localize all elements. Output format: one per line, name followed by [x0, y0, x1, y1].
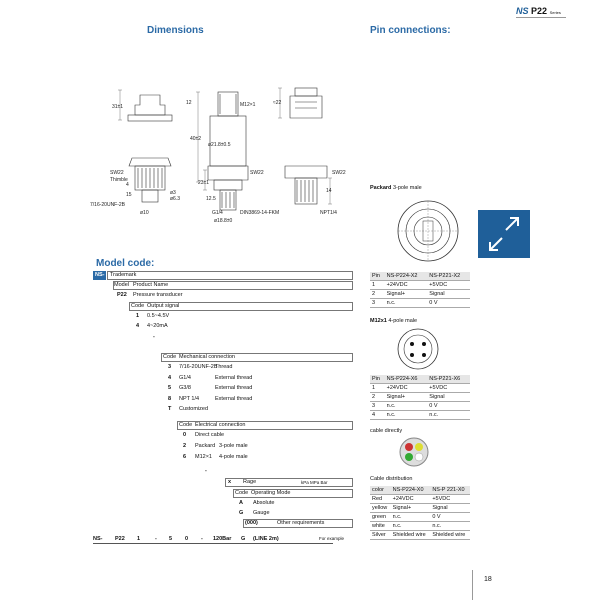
- cable-cross-section-icon: [398, 436, 430, 468]
- m12-cell: 2: [370, 393, 385, 402]
- l31-label: 31±1: [112, 104, 124, 110]
- unf-label: 7/16-20UNF-2B: [90, 202, 126, 208]
- packard-row: [370, 299, 470, 308]
- m12-cell: 4: [370, 411, 385, 420]
- m12-cell: n.c.: [385, 411, 428, 420]
- mc-dash-1: -: [153, 334, 155, 340]
- l12-label: 12: [186, 100, 192, 106]
- example-token: -: [201, 536, 203, 542]
- packard-subtitle: 3-pole male: [392, 185, 422, 191]
- l4-label: 4: [126, 182, 129, 188]
- mc-code-label-3: Code: [179, 422, 193, 428]
- m12-header-cell: NS-P224-X6: [385, 375, 428, 384]
- mc-mech: Mechanical connection: [179, 354, 235, 360]
- dimension-drawing: [90, 80, 380, 240]
- mc-other-code: (000): [245, 520, 258, 526]
- l14-label: 14: [326, 188, 332, 194]
- m12-subtitle: 4-pole male: [388, 318, 418, 324]
- cable-cell: Signal: [430, 504, 470, 513]
- mc-mode-g: Gauge: [253, 510, 270, 516]
- mech-code: T: [168, 406, 172, 412]
- d21-label: ø21.8±0.5: [208, 142, 231, 148]
- cable-cell: Silver: [370, 531, 391, 540]
- mech-desc: External thread: [215, 385, 253, 391]
- elec-name: M12×1: [195, 454, 212, 460]
- mech-code: 8: [168, 395, 172, 402]
- cable-cell: Shielded wire: [430, 531, 470, 540]
- elec-desc: 3-pole male: [219, 443, 248, 449]
- mc-mode-a: Absolute: [253, 500, 275, 506]
- mc-p22: P22: [117, 292, 127, 298]
- mc-out1-code: 1: [136, 313, 140, 319]
- mc-code-label-2: Code: [163, 354, 177, 360]
- packard-header-cell: NS-P221-X2: [427, 272, 470, 281]
- mc-elec: Electrical connection: [195, 422, 246, 428]
- packard-cell: 0 V: [427, 299, 470, 308]
- page-number: 18: [484, 576, 492, 583]
- mc-range: Rage: [243, 479, 257, 485]
- header-rule: [516, 17, 566, 18]
- m12-title: M12x1: [370, 318, 387, 324]
- mc-trademark-box: [107, 271, 353, 280]
- m12-cell: 0 V: [427, 402, 470, 411]
- m12-row: [370, 393, 470, 402]
- m12-heading: [370, 318, 417, 324]
- mech-name: Customized: [179, 406, 209, 412]
- mc-mode: Operating Mode: [251, 490, 291, 496]
- example-token: G: [241, 536, 246, 542]
- cable-cell: yellow: [370, 504, 391, 513]
- cable-cell: white: [370, 522, 391, 531]
- packard-header-cell: NS-P224-X2: [385, 272, 428, 281]
- m12-cell: n.c.: [385, 402, 428, 411]
- mc-mode-g-code: G: [239, 510, 244, 516]
- elec-code: 6: [183, 454, 187, 460]
- m12-cell: +5VDC: [427, 384, 470, 393]
- d18-label: ø18.8±0: [214, 218, 233, 224]
- pin-connections-title: Pin connections:: [370, 25, 451, 36]
- packard-header-row: [370, 272, 470, 281]
- cable-cell: +24VDC: [391, 495, 431, 504]
- cable-header-cell: NS-P 221-X0: [430, 486, 470, 495]
- m12-row: [370, 402, 470, 411]
- npt-label: NPT1/4: [320, 210, 337, 216]
- mc-mode-a-code: A: [239, 500, 243, 506]
- packard-cell: 3: [370, 299, 385, 308]
- mech-desc: External thread: [215, 374, 253, 381]
- mc-out1: 0.5~4.5V: [147, 313, 170, 319]
- elec-code: 2: [183, 443, 187, 449]
- packard-cell: +24VDC: [385, 281, 428, 290]
- example-token: 1: [137, 536, 141, 542]
- l23-label: 23±1: [198, 180, 210, 186]
- m12-cell: Signal+: [385, 393, 428, 402]
- mech-desc: External thread: [215, 395, 253, 402]
- mc-product-name: Product Name: [133, 282, 169, 288]
- expand-arrows-icon: [478, 210, 530, 258]
- example-token: -: [155, 536, 157, 542]
- page-divider: [472, 570, 473, 600]
- brand-text: NS: [516, 6, 529, 16]
- packard-header-cell: Pin: [370, 272, 385, 281]
- m12-connector-drawing: [396, 327, 440, 371]
- m12-header-cell: Pin: [370, 375, 385, 384]
- cable-cell: +5VDC: [430, 495, 470, 504]
- m12-label: M12×1: [240, 102, 256, 108]
- sw22-center-label: SW22: [250, 170, 264, 176]
- model-code-title: Model code:: [96, 258, 155, 269]
- mc-model: Model: [114, 282, 129, 288]
- example-token: 5: [169, 536, 173, 542]
- mc-for-example: For example: [319, 536, 345, 541]
- m12-pin-table: [370, 375, 470, 420]
- mc-pressure: Pressure transducer: [133, 292, 183, 298]
- cable-row: [370, 522, 470, 531]
- cable-row: [370, 531, 470, 540]
- series-suffix: Series: [549, 10, 561, 15]
- cable-cell: Red: [370, 495, 391, 504]
- l125-label: 12.5: [206, 196, 216, 202]
- packard-connector-drawing: [393, 196, 463, 266]
- mc-out4: 4~20mA: [147, 323, 168, 329]
- mech-code: 3: [168, 364, 172, 370]
- cable-row: [370, 504, 470, 513]
- cable-cell: n.c.: [391, 522, 431, 531]
- sw22-right-label: SW22: [332, 170, 346, 176]
- packard-cell: 2: [370, 290, 385, 299]
- cable-header-cell: NS-P224-X0: [391, 486, 431, 495]
- mech-code: 5: [168, 385, 172, 391]
- mc-code-label-4: Code: [235, 490, 249, 496]
- g14-label: G1/4: [212, 210, 223, 216]
- cable-cell: green: [370, 513, 391, 522]
- example-token: 0: [185, 536, 189, 542]
- cable-cell: 0 V: [430, 513, 470, 522]
- mech-code: 4: [168, 374, 172, 381]
- m12-header-row: [370, 375, 470, 384]
- mech-desc: Thread: [215, 364, 233, 370]
- mc-out4-code: 4: [136, 323, 140, 329]
- example-token: NS-: [93, 536, 103, 542]
- cable-cell: n.c.: [430, 522, 470, 531]
- example-token: 120Bar: [213, 536, 232, 542]
- d10-label: ø10: [140, 210, 149, 216]
- packard-cell: n.c.: [385, 299, 428, 308]
- m12-cell: 3: [370, 402, 385, 411]
- packard-cell: +5VDC: [427, 281, 470, 290]
- cable-label: cable directly: [370, 428, 403, 434]
- cable-row: [370, 513, 470, 522]
- mech-name: 7/16-20UNF-2B: [179, 364, 218, 370]
- packard-section: [370, 185, 470, 191]
- mc-output-signal: Output signal: [147, 303, 180, 309]
- cable-cell: n.c.: [391, 513, 431, 522]
- mc-range-units: kPa MPa Bar: [301, 480, 328, 485]
- packard-pin-table: [370, 272, 470, 308]
- m12-cell: Signal: [427, 393, 470, 402]
- elec-code: 0: [183, 432, 187, 438]
- cable-row: [370, 495, 470, 504]
- model-code-table: [93, 271, 353, 556]
- dimensions-title: Dimensions: [147, 25, 204, 36]
- packard-cell: 1: [370, 281, 385, 290]
- example-token: P22: [115, 536, 125, 542]
- m12-row: [370, 411, 470, 420]
- cable-header-row: [370, 486, 470, 495]
- mc-code-label-1: Code: [131, 303, 145, 309]
- cable-cell: Shielded wire: [391, 531, 431, 540]
- mech-name: NPT 1/4: [179, 395, 200, 402]
- expand-badge[interactable]: [478, 210, 530, 258]
- brand-logo: [516, 6, 561, 16]
- l22-label: ≈22: [273, 100, 282, 106]
- packard-cell: Signal+: [385, 290, 428, 299]
- m12-cell: 1: [370, 384, 385, 393]
- din-label: DIN3869-14-FKM: [240, 210, 280, 216]
- mc-range-x: x: [228, 479, 232, 485]
- elec-name: Direct cable: [195, 432, 225, 438]
- mech-name: G1/4: [179, 374, 191, 381]
- m12-header-cell: NS-P221-X6: [427, 375, 470, 384]
- thimble-label: Thimble: [110, 177, 128, 183]
- cable-table: [370, 486, 470, 540]
- example-token: (LINE 2m): [253, 536, 279, 542]
- m12-cell: +24VDC: [385, 384, 428, 393]
- sw22-left-label: SW22: [110, 170, 124, 176]
- packard-cell: Signal: [427, 290, 470, 299]
- packard-row: [370, 290, 470, 299]
- d6-label: ø6.3: [170, 196, 181, 202]
- mc-other: Other requirements: [277, 520, 325, 526]
- cable-cell: Signal+: [391, 504, 431, 513]
- mc-trademark: Trademark: [110, 272, 137, 278]
- elec-desc: 4-pole male: [219, 454, 248, 460]
- d3-label: ø3: [170, 190, 176, 196]
- series-name: P22: [531, 6, 548, 16]
- mc-dash-2: -: [205, 468, 207, 474]
- cable-dist-title: Cable distribution: [370, 476, 413, 482]
- l15-label: 15: [126, 192, 132, 198]
- mc-prefix: NS-: [95, 272, 105, 278]
- mech-name: G3/8: [179, 385, 191, 391]
- m12-row: [370, 384, 470, 393]
- l40-label: 40±2: [190, 136, 202, 142]
- cable-header-cell: color: [370, 486, 391, 495]
- m12-cell: n.c.: [427, 411, 470, 420]
- packard-row: [370, 281, 470, 290]
- packard-title: Packard: [370, 185, 392, 191]
- elec-name: Packard: [195, 443, 216, 449]
